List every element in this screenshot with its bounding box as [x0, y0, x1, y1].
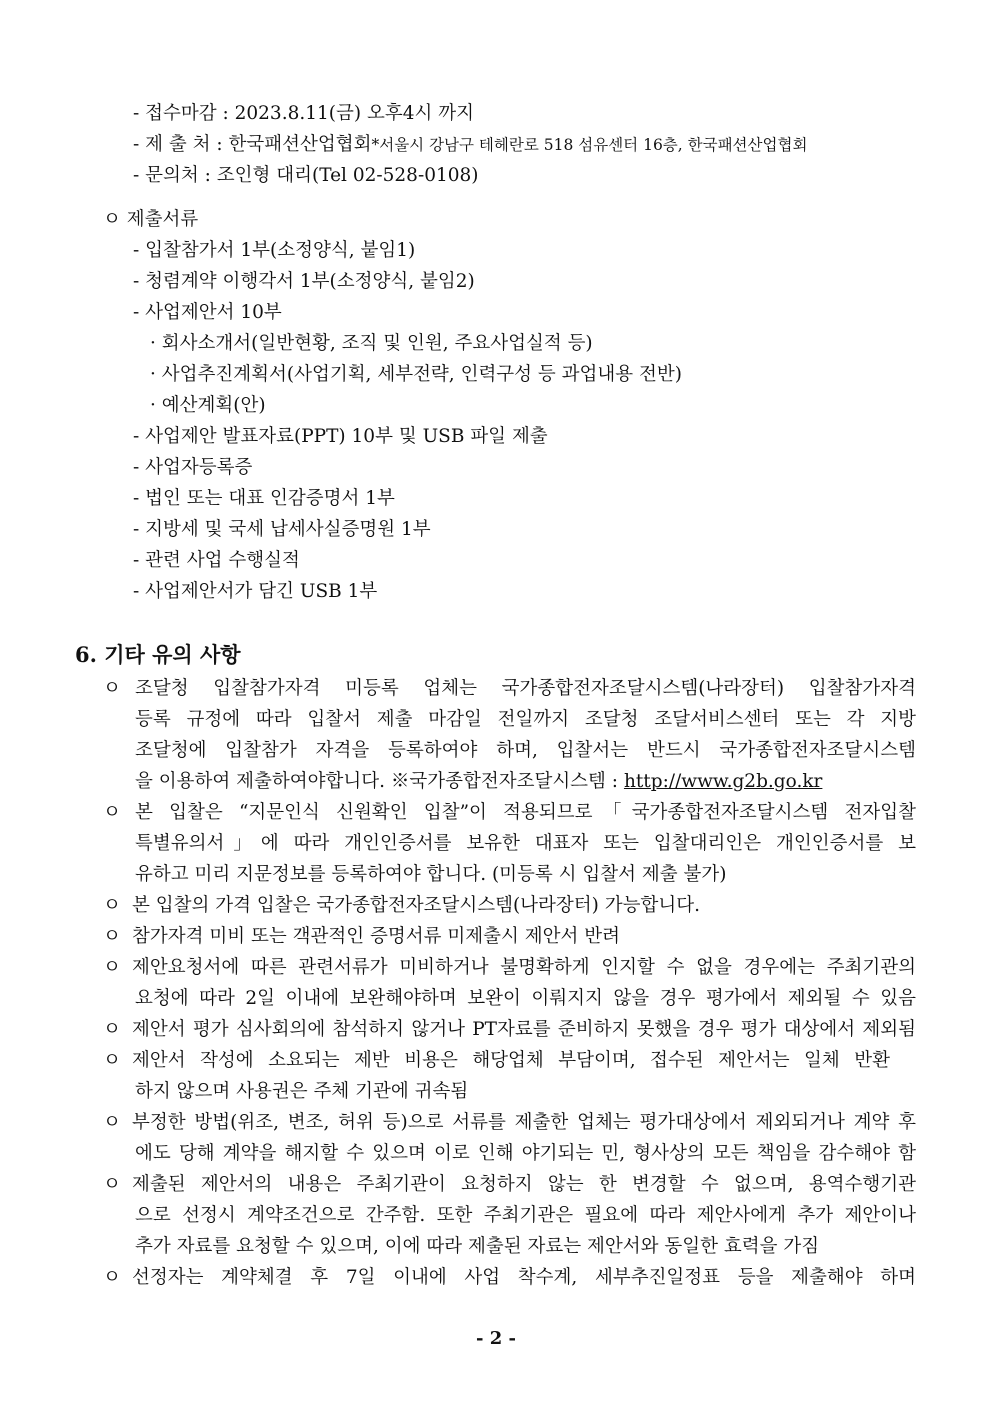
document-item: - 관련 사업 수행실적 — [133, 550, 300, 571]
bullet-icon: ㅇ — [103, 1112, 121, 1133]
document-item: - 사업제안서가 담긴 USB 1부 — [133, 581, 378, 602]
section-heading: 6. 기타 유의 사항 — [75, 642, 241, 667]
document-item: - 지방세 및 국세 납세사실증명원 1부 — [133, 519, 431, 540]
notice-line: 요청에 따라 2일 이내에 보완해야하며 보완이 이뤄지지 않을 경우 평가에서 제외될 수 있음 — [135, 988, 916, 1009]
document-item: - 청렴계약 이행각서 1부(소정양식, 붙임2) — [133, 271, 475, 292]
notice-line: 선정자는 계약체결 후 7일 이내에 사업 착수계, 세부추진일정표 등을 제출해야 하며 — [132, 1267, 916, 1288]
g2b-link[interactable]: http://www.g2b.go.kr — [623, 771, 823, 792]
notice-line: 특별유의서」에 따라 개인인증서를 보유한 대표자 또는 입찰대리인은 개인인증서를 보 — [135, 833, 916, 854]
notice-line: 추가 자료를 요청할 수 있으며, 이에 따라 제출된 자료는 제안서와 동일한 효력을 가짐 — [135, 1236, 820, 1257]
submission-place-label: - 제 출 처 : 한국패션산업협회 — [133, 134, 372, 155]
document-subitem: · 예산계획(안) — [150, 395, 266, 416]
notice-line: 제안요청서에 따른 관련서류가 미비하거나 불명확하게 인지할 수 없을 경우에는 주최기관의 — [132, 957, 916, 978]
notice-line: 조달청 입찰참가자격 미등록 업체는 국가종합전자조달시스템(나라장터) 입찰참가자격 — [135, 678, 916, 699]
submission-place-note: *서울시 강남구 테헤란로 518 섬유센터 16층, 한국패션산업협회 — [371, 136, 808, 154]
bullet-icon: ㅇ — [103, 678, 121, 699]
bullet-icon: ㅇ — [103, 802, 121, 823]
bullet-icon: ㅇ — [103, 1267, 121, 1288]
notice-text: 을 이용하여 제출하여야합니다. ※국가종합전자조달시스템 : — [135, 771, 624, 792]
bullet-icon: ㅇ — [103, 1050, 121, 1071]
notice-line: 하지 않으며 사용권은 주체 기관에 귀속됨 — [135, 1081, 469, 1102]
document-item: - 사업자등록증 — [133, 457, 253, 478]
notice-line: 유하고 미리 지문정보를 등록하여야 합니다. (미등록 시 입찰서 제출 불가) — [135, 864, 727, 885]
notice-line: 제안서 평가 심사회의에 참석하지 않거나 PT자료를 준비하지 못했을 경우 평가 대상에서 제외됨 — [132, 1019, 916, 1040]
notice-line: 제안서 작성에 소요되는 제반 비용은 해당업체 부담이며, 접수된 제안서는 일체 반환 — [132, 1050, 890, 1071]
bullet-icon: ㅇ — [103, 1174, 121, 1195]
bullet-icon: ㅇ — [103, 957, 121, 978]
submission-deadline: - 접수마감 : 2023.8.11(금) 오후4시 까지 — [133, 103, 474, 124]
page-number: - 2 - — [476, 1328, 516, 1349]
notice-line — [135, 769, 822, 795]
bullet-icon: ㅇ — [103, 926, 121, 947]
document-subitem: · 회사소개서(일반현황, 조직 및 인원, 주요사업실적 등) — [150, 333, 593, 354]
notice-line: 본 입찰은 “지문인식 신원확인 입찰”이 적용되므로「국가종합전자조달시스템 전자입찰 — [135, 802, 916, 823]
notice-line: 참가자격 미비 또는 객관적인 증명서류 미제출시 제안서 반려 — [132, 926, 620, 947]
document-item: - 사업제안서 10부 — [133, 302, 282, 323]
notice-line: 조달청에 입찰참가 자격을 등록하여야 하며, 입찰서는 반드시 국가종합전자조달시스템 — [135, 740, 916, 761]
bullet-icon: ㅇ — [103, 1019, 121, 1040]
notice-line: 제출된 제안서의 내용은 주최기관이 요청하지 않는 한 변경할 수 없으며, 용역수행기관 — [132, 1174, 916, 1195]
bullet-icon: ㅇ — [103, 895, 121, 916]
document-item: - 사업제안 발표자료(PPT) 10부 및 USB 파일 제출 — [133, 426, 548, 447]
document-item: - 입찰참가서 1부(소정양식, 붙임1) — [133, 240, 416, 261]
document-item: - 법인 또는 대표 인감증명서 1부 — [133, 488, 395, 509]
documents-title-line — [103, 207, 198, 233]
notice-line: 등록 규정에 따라 입찰서 제출 마감일 전일까지 조달청 조달서비스센터 또는 각 지방 — [135, 709, 916, 730]
submission-place — [133, 132, 807, 158]
notice-line: 에도 당해 계약을 해지할 수 있으며 이로 인해 야기되는 민, 형사상의 모든 책임을 감수해야 함 — [135, 1143, 916, 1164]
submission-contact: - 문의처 : 조인형 대리(Tel 02-528-0108) — [133, 165, 479, 186]
notice-line: 으로 선정시 계약조건으로 간주함. 또한 주최기관은 필요에 따라 제안사에게 추가 제안이나 — [135, 1205, 916, 1226]
document-subitem: · 사업추진계획서(사업기획, 세부전략, 인력구성 등 과업내용 전반) — [150, 364, 683, 385]
bullet-icon: ㅇ — [103, 209, 121, 230]
notice-line: 부정한 방법(위조, 변조, 허위 등)으로 서류를 제출한 업체는 평가대상에서 제외되거나 계약 후 — [132, 1112, 916, 1133]
documents-title: 제출서류 — [126, 209, 199, 230]
notice-line: 본 입찰의 가격 입찰은 국가종합전자조달시스템(나라장터) 가능합니다. — [132, 895, 700, 916]
